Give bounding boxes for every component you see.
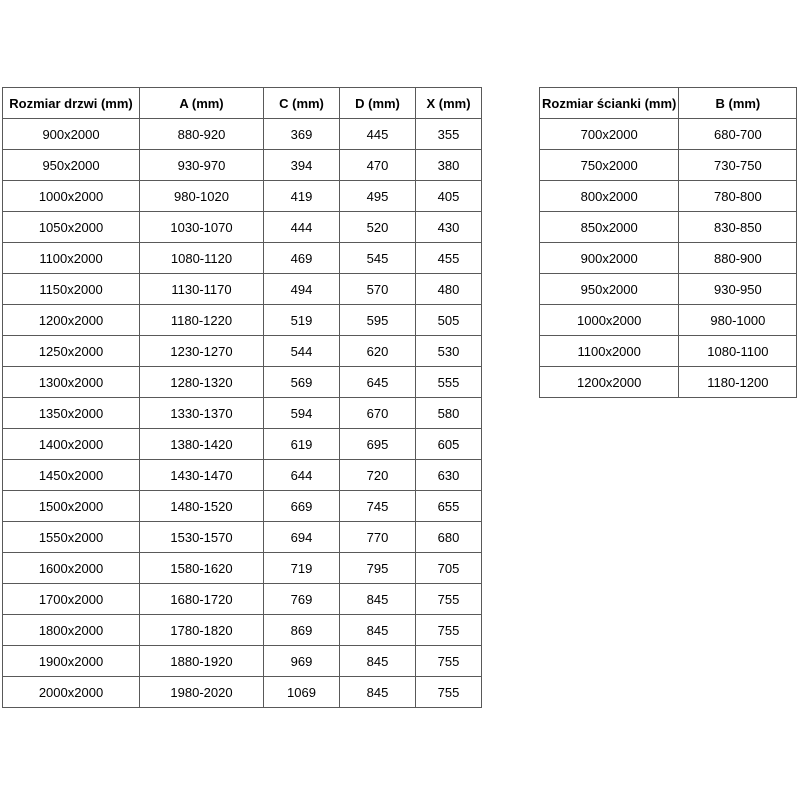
table-cell: 1000x2000 xyxy=(3,181,140,212)
table-cell: 380 xyxy=(416,150,482,181)
column-header: C (mm) xyxy=(264,88,340,119)
table-cell: 1200x2000 xyxy=(540,367,679,398)
door-sizes-table xyxy=(2,87,482,708)
table-cell: 519 xyxy=(264,305,340,336)
table-cell: 1250x2000 xyxy=(3,336,140,367)
table-cell: 705 xyxy=(416,553,482,584)
table-cell: 1700x2000 xyxy=(3,584,140,615)
table-row xyxy=(540,243,797,274)
table-cell: 1430-1470 xyxy=(140,460,264,491)
header-row xyxy=(3,88,482,119)
table-row xyxy=(540,212,797,243)
table-cell: 680-700 xyxy=(679,119,797,150)
table-cell: 430 xyxy=(416,212,482,243)
table-cell: 495 xyxy=(340,181,416,212)
table-cell: 570 xyxy=(340,274,416,305)
table-cell: 619 xyxy=(264,429,340,460)
table-cell: 555 xyxy=(416,367,482,398)
column-header: Rozmiar drzwi (mm) xyxy=(3,88,140,119)
table-cell: 795 xyxy=(340,553,416,584)
table-cell: 1080-1120 xyxy=(140,243,264,274)
table-row xyxy=(3,243,482,274)
table-cell: 930-950 xyxy=(679,274,797,305)
table-cell: 755 xyxy=(416,615,482,646)
table-cell: 444 xyxy=(264,212,340,243)
table-cell: 750x2000 xyxy=(540,150,679,181)
column-header: A (mm) xyxy=(140,88,264,119)
table-cell: 769 xyxy=(264,584,340,615)
table-cell: 845 xyxy=(340,615,416,646)
table-cell: 694 xyxy=(264,522,340,553)
table-cell: 730-750 xyxy=(679,150,797,181)
table-row xyxy=(3,305,482,336)
table-row xyxy=(3,150,482,181)
table-cell: 1150x2000 xyxy=(3,274,140,305)
table-cell: 2000x2000 xyxy=(3,677,140,708)
table-cell: 1200x2000 xyxy=(3,305,140,336)
table-cell: 1180-1200 xyxy=(679,367,797,398)
table-cell: 969 xyxy=(264,646,340,677)
table-cell: 1100x2000 xyxy=(3,243,140,274)
wall-sizes-table xyxy=(539,87,797,398)
table-cell: 469 xyxy=(264,243,340,274)
table-cell: 1800x2000 xyxy=(3,615,140,646)
table-cell: 1680-1720 xyxy=(140,584,264,615)
table-cell: 1100x2000 xyxy=(540,336,679,367)
table-cell: 719 xyxy=(264,553,340,584)
table-row xyxy=(3,429,482,460)
table-cell: 755 xyxy=(416,677,482,708)
table-cell: 930-970 xyxy=(140,150,264,181)
table-cell: 394 xyxy=(264,150,340,181)
table-row xyxy=(3,460,482,491)
table-cell: 950x2000 xyxy=(3,150,140,181)
column-header: X (mm) xyxy=(416,88,482,119)
table-cell: 530 xyxy=(416,336,482,367)
table-cell: 620 xyxy=(340,336,416,367)
table-row xyxy=(3,615,482,646)
table-cell: 1069 xyxy=(264,677,340,708)
table-cell: 605 xyxy=(416,429,482,460)
table-row xyxy=(3,336,482,367)
table-cell: 1600x2000 xyxy=(3,553,140,584)
column-header: B (mm) xyxy=(679,88,797,119)
table-cell: 569 xyxy=(264,367,340,398)
table-cell: 405 xyxy=(416,181,482,212)
table-cell: 720 xyxy=(340,460,416,491)
table-cell: 670 xyxy=(340,398,416,429)
table-cell: 755 xyxy=(416,646,482,677)
header-row xyxy=(540,88,797,119)
table-cell: 1900x2000 xyxy=(3,646,140,677)
table-cell: 830-850 xyxy=(679,212,797,243)
table-row xyxy=(3,119,482,150)
table-cell: 669 xyxy=(264,491,340,522)
table-row xyxy=(540,305,797,336)
table-cell: 980-1020 xyxy=(140,181,264,212)
table-row xyxy=(3,584,482,615)
table-cell: 494 xyxy=(264,274,340,305)
table-cell: 545 xyxy=(340,243,416,274)
table-cell: 1380-1420 xyxy=(140,429,264,460)
table-row xyxy=(3,677,482,708)
table-cell: 845 xyxy=(340,677,416,708)
table-cell: 644 xyxy=(264,460,340,491)
table-cell: 1500x2000 xyxy=(3,491,140,522)
table-cell: 845 xyxy=(340,646,416,677)
table-row xyxy=(540,336,797,367)
table-cell: 505 xyxy=(416,305,482,336)
table-cell: 1780-1820 xyxy=(140,615,264,646)
table-row xyxy=(540,119,797,150)
table-cell: 850x2000 xyxy=(540,212,679,243)
table-cell: 755 xyxy=(416,584,482,615)
table-cell: 1350x2000 xyxy=(3,398,140,429)
table-cell: 1050x2000 xyxy=(3,212,140,243)
table-cell: 580 xyxy=(416,398,482,429)
table-cell: 1980-2020 xyxy=(140,677,264,708)
table-row xyxy=(3,367,482,398)
table-cell: 1180-1220 xyxy=(140,305,264,336)
table-cell: 1580-1620 xyxy=(140,553,264,584)
table-cell: 369 xyxy=(264,119,340,150)
table-cell: 594 xyxy=(264,398,340,429)
table-cell: 1530-1570 xyxy=(140,522,264,553)
table-cell: 980-1000 xyxy=(679,305,797,336)
table-row xyxy=(540,150,797,181)
table-row xyxy=(3,522,482,553)
table-row xyxy=(3,181,482,212)
table-cell: 595 xyxy=(340,305,416,336)
table-cell: 800x2000 xyxy=(540,181,679,212)
table-row xyxy=(3,553,482,584)
table-cell: 544 xyxy=(264,336,340,367)
table-cell: 480 xyxy=(416,274,482,305)
column-header: D (mm) xyxy=(340,88,416,119)
table-cell: 780-800 xyxy=(679,181,797,212)
table-cell: 1300x2000 xyxy=(3,367,140,398)
table-cell: 900x2000 xyxy=(3,119,140,150)
table-cell: 950x2000 xyxy=(540,274,679,305)
table-row xyxy=(3,646,482,677)
table-cell: 880-920 xyxy=(140,119,264,150)
table-cell: 520 xyxy=(340,212,416,243)
table-cell: 695 xyxy=(340,429,416,460)
table-cell: 745 xyxy=(340,491,416,522)
column-header: Rozmiar ścianki (mm) xyxy=(540,88,679,119)
table-cell: 1450x2000 xyxy=(3,460,140,491)
table-cell: 470 xyxy=(340,150,416,181)
table-row xyxy=(540,367,797,398)
table-row xyxy=(540,181,797,212)
table-row xyxy=(3,212,482,243)
table-cell: 1480-1520 xyxy=(140,491,264,522)
table-cell: 700x2000 xyxy=(540,119,679,150)
table-cell: 680 xyxy=(416,522,482,553)
table-row xyxy=(3,398,482,429)
table-cell: 455 xyxy=(416,243,482,274)
table-cell: 880-900 xyxy=(679,243,797,274)
table-cell: 1080-1100 xyxy=(679,336,797,367)
table-cell: 1550x2000 xyxy=(3,522,140,553)
table-cell: 1280-1320 xyxy=(140,367,264,398)
table-row xyxy=(3,491,482,522)
table-cell: 1880-1920 xyxy=(140,646,264,677)
table-cell: 1330-1370 xyxy=(140,398,264,429)
table-cell: 1000x2000 xyxy=(540,305,679,336)
table-cell: 630 xyxy=(416,460,482,491)
table-cell: 1230-1270 xyxy=(140,336,264,367)
table-cell: 1400x2000 xyxy=(3,429,140,460)
table-cell: 770 xyxy=(340,522,416,553)
table-cell: 845 xyxy=(340,584,416,615)
table-cell: 1130-1170 xyxy=(140,274,264,305)
table-row xyxy=(540,274,797,305)
table-cell: 355 xyxy=(416,119,482,150)
table-cell: 869 xyxy=(264,615,340,646)
table-cell: 655 xyxy=(416,491,482,522)
table-row xyxy=(3,274,482,305)
table-cell: 445 xyxy=(340,119,416,150)
table-cell: 645 xyxy=(340,367,416,398)
table-cell: 1030-1070 xyxy=(140,212,264,243)
table-cell: 419 xyxy=(264,181,340,212)
table-cell: 900x2000 xyxy=(540,243,679,274)
